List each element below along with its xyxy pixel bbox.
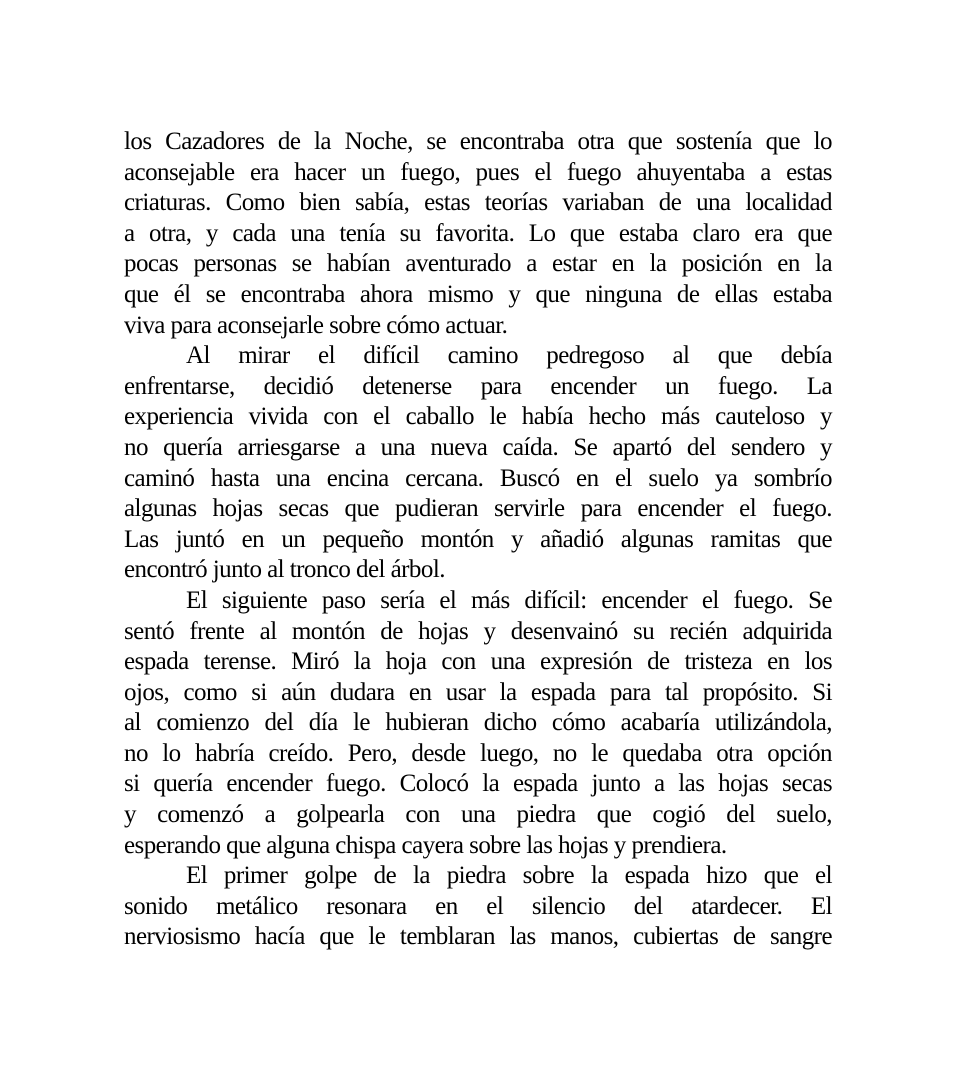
paragraph <box>124 127 832 341</box>
text-line: caminó hasta una encina cercana. Buscó en el suelo ya sombrío <box>124 464 832 492</box>
text-line: encontró junto al tronco del árbol. <box>124 556 445 584</box>
text-line: sonido metálico resonara en el silencio del atardecer. El <box>124 892 832 920</box>
text-line: El primer golpe de la piedra sobre la espada hizo que el <box>186 862 832 890</box>
paragraph <box>124 341 832 586</box>
text-line: Las juntó en un pequeño montón y añadió algunas ramitas que <box>124 525 832 553</box>
paragraph <box>124 861 832 953</box>
text-line: ojos, como si aún dudara en usar la espada para tal propósito. Si <box>124 678 832 706</box>
text-line: a otra, y cada una tenía su favorita. Lo que estaba claro era que <box>124 219 832 247</box>
text-line: no lo habría creído. Pero, desde luego, no le quedaba otra opción <box>124 739 832 767</box>
text-line: nerviosismo hacía que le temblaran las manos, cubiertas de sangre <box>124 923 832 951</box>
text-line: que él se encontraba ahora mismo y que ninguna de ellas estaba <box>124 280 832 308</box>
text-line: no quería arriesgarse a una nueva caída. Se apartó del sendero y <box>124 433 832 461</box>
text-line: criaturas. Como bien sabía, estas teorías variaban de una localidad <box>124 189 832 217</box>
text-line: viva para aconsejarle sobre cómo actuar. <box>124 311 508 339</box>
text-line: aconsejable era hacer un fuego, pues el fuego ahuyentaba a estas <box>124 158 832 186</box>
book-page <box>124 127 832 953</box>
text-line: pocas personas se habían aventurado a estar en la posición en la <box>124 250 832 278</box>
text-line: si quería encender fuego. Colocó la espada junto a las hojas secas <box>124 770 832 798</box>
text-line: al comienzo del día le hubieran dicho cómo acabaría utilizándola, <box>124 709 832 737</box>
text-line: esperando que alguna chispa cayera sobre las hojas y prendiera. <box>124 831 727 859</box>
text-line: experiencia vivida con el caballo le había hecho más cauteloso y <box>124 403 832 431</box>
text-line: sentó frente al montón de hojas y desenvainó su recién adquirida <box>124 617 832 645</box>
paragraph <box>124 586 832 861</box>
text-line: enfrentarse, decidió detenerse para encender un fuego. La <box>124 372 832 400</box>
text-line: El siguiente paso sería el más difícil: encender el fuego. Se <box>186 586 832 614</box>
text-line: los Cazadores de la Noche, se encontraba otra que sostenía que lo <box>124 128 832 155</box>
text-line: y comenzó a golpearla con una piedra que cogió del suelo, <box>124 801 832 829</box>
text-line: espada terense. Miró la hoja con una expresión de tristeza en los <box>124 648 832 676</box>
text-line: algunas hojas secas que pudieran servirle para encender el fuego. <box>124 495 832 523</box>
text-line: Al mirar el difícil camino pedregoso al que debía <box>186 342 832 370</box>
